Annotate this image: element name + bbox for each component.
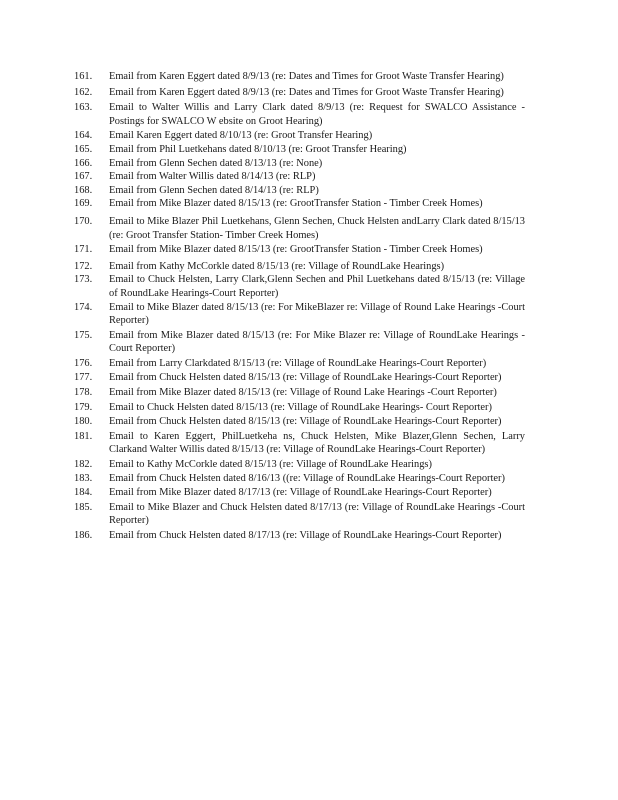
item-text: Email from Kathy McCorkle dated 8/15/13 (re: Village of RoundLake Hearings)	[109, 260, 445, 272]
list-item	[0, 401, 618, 415]
item-text: Email to Mike Blazer and Chuck Helsten dated 8/17/13 (re: Village of RoundLake Hearings -Court Reporter)	[109, 501, 525, 527]
item-number: 186.	[74, 530, 93, 541]
item-text: Email from Mike Blazer dated 8/15/13 (re: GrootTransfer Station - Timber Creek Homes)	[109, 244, 483, 256]
item-number: 168.	[74, 184, 93, 196]
item-number: 174.	[74, 301, 93, 313]
list-item	[0, 329, 618, 356]
list-item	[0, 170, 618, 184]
item-number: 173.	[74, 274, 93, 286]
email-exhibit-list	[0, 70, 618, 543]
list-item	[0, 430, 618, 457]
item-text: Email from Karen Eggert dated 8/9/13 (re: Dates and Times for Groot Waste Transfer Hearing)	[109, 86, 504, 98]
item-text: Email from Chuck Helsten dated 8/17/13 (re: Village of RoundLake Hearings-Court Reporter)	[109, 530, 502, 541]
item-text: Email from Chuck Helsten dated 8/16/13 ((re: Village of RoundLake Hearings-Court Reporter)	[109, 472, 505, 484]
list-item	[0, 86, 618, 100]
item-text: Email from Chuck Helsten dated 8/15/13 (re: Village of RoundLake Hearings-Court Reporter)	[109, 416, 502, 428]
item-text: Email from Mike Blazer dated 8/15/13 (re: For Mike Blazer re: Village of RoundLake Hearings -Court Reporter)	[109, 329, 525, 355]
item-number: 179.	[74, 401, 93, 413]
list-item	[0, 215, 618, 242]
item-text: Email from Larry Clarkdated 8/15/13 (re: Village of RoundLake Hearings-Court Reporter)	[109, 357, 487, 369]
item-number: 175.	[74, 329, 93, 341]
list-item	[0, 243, 618, 257]
item-number: 184.	[74, 487, 93, 499]
item-text: Email to Karen Eggert, PhilLuetkeha ns, Chuck Helsten, Mike Blazer,Glenn Sechen, Larry Clarkand Walter Willis dated 8/15/13 (re: Village of RoundLake Hearings-Court Reporter)	[109, 430, 525, 456]
item-text: Email to Mike Blazer Phil Luetkehans, Glenn Sechen, Chuck Helsten andLarry Clark dated 8/15/13 (re: Groot Transfer Station- Timber Creek Homes)	[109, 215, 525, 241]
item-text: Email to Chuck Helsten dated 8/15/13 (re: Village of RoundLake Hearings- Court Reporter)	[109, 401, 492, 413]
item-text: Email from Mike Blazer dated 8/15/13 (re: GrootTransfer Station - Timber Creek Homes)	[109, 198, 483, 210]
item-number: 170.	[74, 215, 93, 227]
list-item	[0, 184, 618, 198]
item-number: 169.	[74, 198, 93, 210]
list-item	[0, 143, 618, 157]
list-item	[0, 415, 618, 429]
list-item	[0, 101, 618, 128]
item-text: Email from Glenn Sechen dated 8/13/13 (re: None)	[109, 157, 323, 169]
item-text: Email from Chuck Helsten dated 8/15/13 (re: Village of RoundLake Hearings-Court Reporter)	[109, 372, 502, 384]
list-item	[0, 129, 618, 143]
item-text: Email Karen Eggert dated 8/10/13 (re: Groot Transfer Hearing)	[109, 130, 373, 142]
item-text: Email from Karen Eggert dated 8/9/13 (re: Dates and Times for Groot Waste Transfer Hearing)	[109, 71, 504, 82]
list-item	[0, 273, 618, 300]
item-text: Email to Walter Willis and Larry Clark dated 8/9/13 (re: Request for SWALCO Assistance -Postings for SWALCO W ebsite on Groot Hearing)	[109, 102, 525, 127]
list-item	[0, 197, 618, 211]
item-number: 182.	[74, 459, 93, 471]
item-number: 180.	[74, 416, 93, 428]
list-item	[0, 157, 618, 171]
list-item	[0, 70, 618, 84]
list-item	[0, 371, 618, 385]
item-number: 185.	[74, 501, 93, 513]
item-number: 178.	[74, 387, 93, 399]
item-number: 177.	[74, 372, 93, 384]
list-item	[0, 260, 618, 274]
list-item	[0, 458, 618, 472]
list-item	[0, 529, 618, 543]
list-item	[0, 501, 618, 528]
item-number: 164.	[74, 130, 93, 142]
item-number: 165.	[74, 143, 93, 155]
list-item	[0, 486, 618, 500]
item-number: 183.	[74, 472, 93, 484]
list-item	[0, 357, 618, 371]
item-number: 171.	[74, 244, 93, 256]
item-number: 166.	[74, 157, 93, 169]
item-text: Email to Kathy McCorkle dated 8/15/13 (re: Village of RoundLake Hearings)	[109, 459, 432, 471]
item-number: 176.	[74, 357, 93, 369]
item-number: 163.	[74, 102, 93, 114]
list-item	[0, 301, 618, 328]
item-number: 167.	[74, 171, 93, 183]
item-text: Email from Mike Blazer dated 8/15/13 (re: Village of Round Lake Hearings -Court Reporter)	[109, 387, 497, 399]
list-item	[0, 386, 618, 400]
item-number: 162.	[74, 86, 93, 98]
item-text: Email to Chuck Helsten, Larry Clark,Glenn Sechen and Phil Luetkehans dated 8/15/13 (re: Village of RoundLake Hearings-Court Reporter)	[109, 274, 525, 299]
item-text: Email to Mike Blazer dated 8/15/13 (re: For MikeBlazer re: Village of Round Lake Hearings -Court Reporter)	[109, 301, 525, 327]
item-text: Email from Walter Willis dated 8/14/13 (re: RLP)	[109, 171, 316, 183]
item-text: Email from Mike Blazer dated 8/17/13 (re: Village of RoundLake Hearings-Court Reporter)	[109, 487, 492, 499]
list-item	[0, 472, 618, 486]
item-number: 172.	[74, 260, 93, 272]
item-text: Email from Phil Luetkehans dated 8/10/13 (re: Groot Transfer Hearing)	[109, 143, 407, 155]
item-number: 161.	[74, 71, 93, 82]
item-number: 181.	[74, 430, 93, 442]
item-text: Email from Glenn Sechen dated 8/14/13 (re: RLP)	[109, 184, 319, 196]
